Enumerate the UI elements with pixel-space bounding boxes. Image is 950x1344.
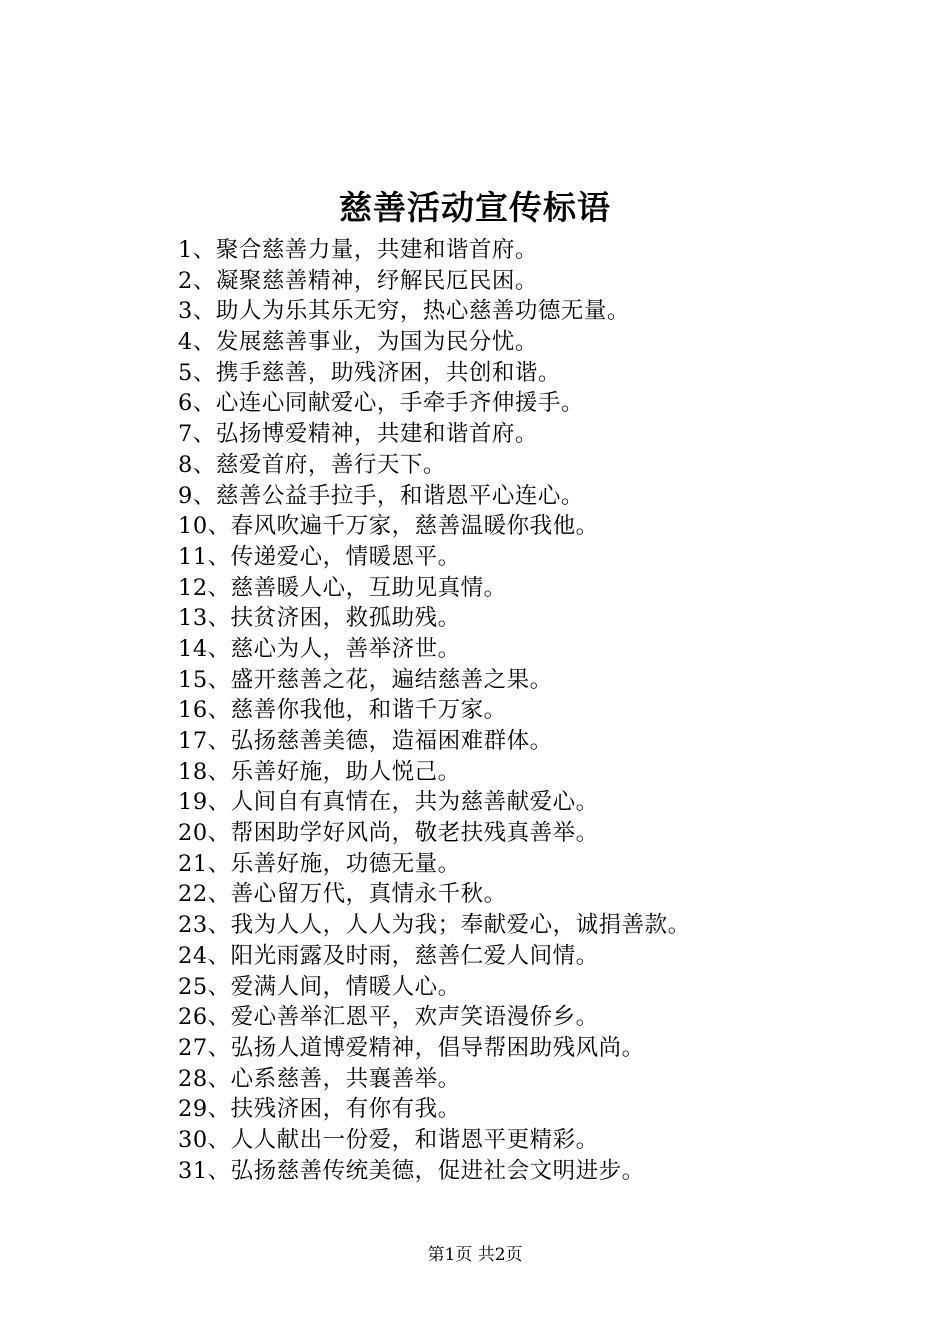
document-title: 慈善活动宣传标语 [339,188,611,227]
slogan-item: 31、弘扬慈善传统美德，促进社会文明进步。 [178,1157,645,1184]
slogan-item: 18、乐善好施，助人悦己。 [178,758,461,785]
slogan-item: 17、弘扬慈善美德，造福困难群体。 [178,728,553,754]
slogan-item: 25、爱满人间，情暖人心。 [178,973,461,1000]
slogan-item: 7、弘扬博爱精神，共建和谐首府。 [178,421,538,448]
slogan-item: 13、扶贫济困，救孤助残。 [178,605,461,632]
slogan-item: 28、心系慈善，共襄善举。 [178,1065,461,1092]
slogan-item: 12、慈善暖人心，互助见真情。 [178,574,507,601]
slogan-item: 15、盛开慈善之花，遍结慈善之果。 [178,666,553,693]
slogan-item: 9、慈善公益手拉手，和谐恩平心连心。 [178,482,584,509]
slogan-item: 19、人间自有真情在，共为慈善献爱心。 [178,789,599,816]
slogan-item: 6、心连心同献爱心，手牵手齐伸援手。 [178,390,584,417]
slogan-item: 22、善心留万代，真情永千秋。 [178,881,507,908]
page-footer: 第1页 共2页 [427,1245,523,1265]
slogan-item: 10、春风吹遍千万家，慈善温暖你我他。 [178,513,599,540]
slogan-item: 4、发展慈善事业，为国为民分忧。 [178,329,538,356]
slogan-item: 16、慈善你我他，和谐千万家。 [178,697,507,724]
slogan-item: 21、乐善好施，功德无量。 [178,850,461,877]
slogan-item: 5、携手慈善，助残济困，共创和谐。 [178,359,561,386]
slogan-item: 24、阳光雨露及时雨，慈善仁爱人间情。 [178,942,599,969]
slogan-item: 27、弘扬人道博爱精神，倡导帮困助残风尚。 [178,1034,645,1061]
slogan-item: 20、帮困助学好风尚，敬老扶残真善举。 [178,820,599,847]
slogan-item: 14、慈心为人，善举济世。 [178,635,461,662]
slogan-list [178,235,918,1186]
slogan-item: 2、凝聚慈善精神，纾解民厄民困。 [178,267,538,294]
slogan-item: 29、扶残济困，有你有我。 [178,1096,461,1123]
slogan-item: 26、爱心善举汇恩平，欢声笑语漫侨乡。 [178,1004,599,1031]
slogan-item: 8、慈爱首府，善行天下。 [178,451,446,478]
slogan-item: 1、聚合慈善力量，共建和谐首府。 [178,237,538,263]
slogan-item: 23、我为人人，人人为我；奉献爱心，诚捐善款。 [178,912,691,939]
slogan-item: 11、传递爱心，情暖恩平。 [178,543,461,570]
slogan-item: 30、人人献出一份爱，和谐恩平更精彩。 [178,1126,599,1153]
slogan-item: 3、助人为乐其乐无穷，热心慈善功德无量。 [178,298,630,325]
